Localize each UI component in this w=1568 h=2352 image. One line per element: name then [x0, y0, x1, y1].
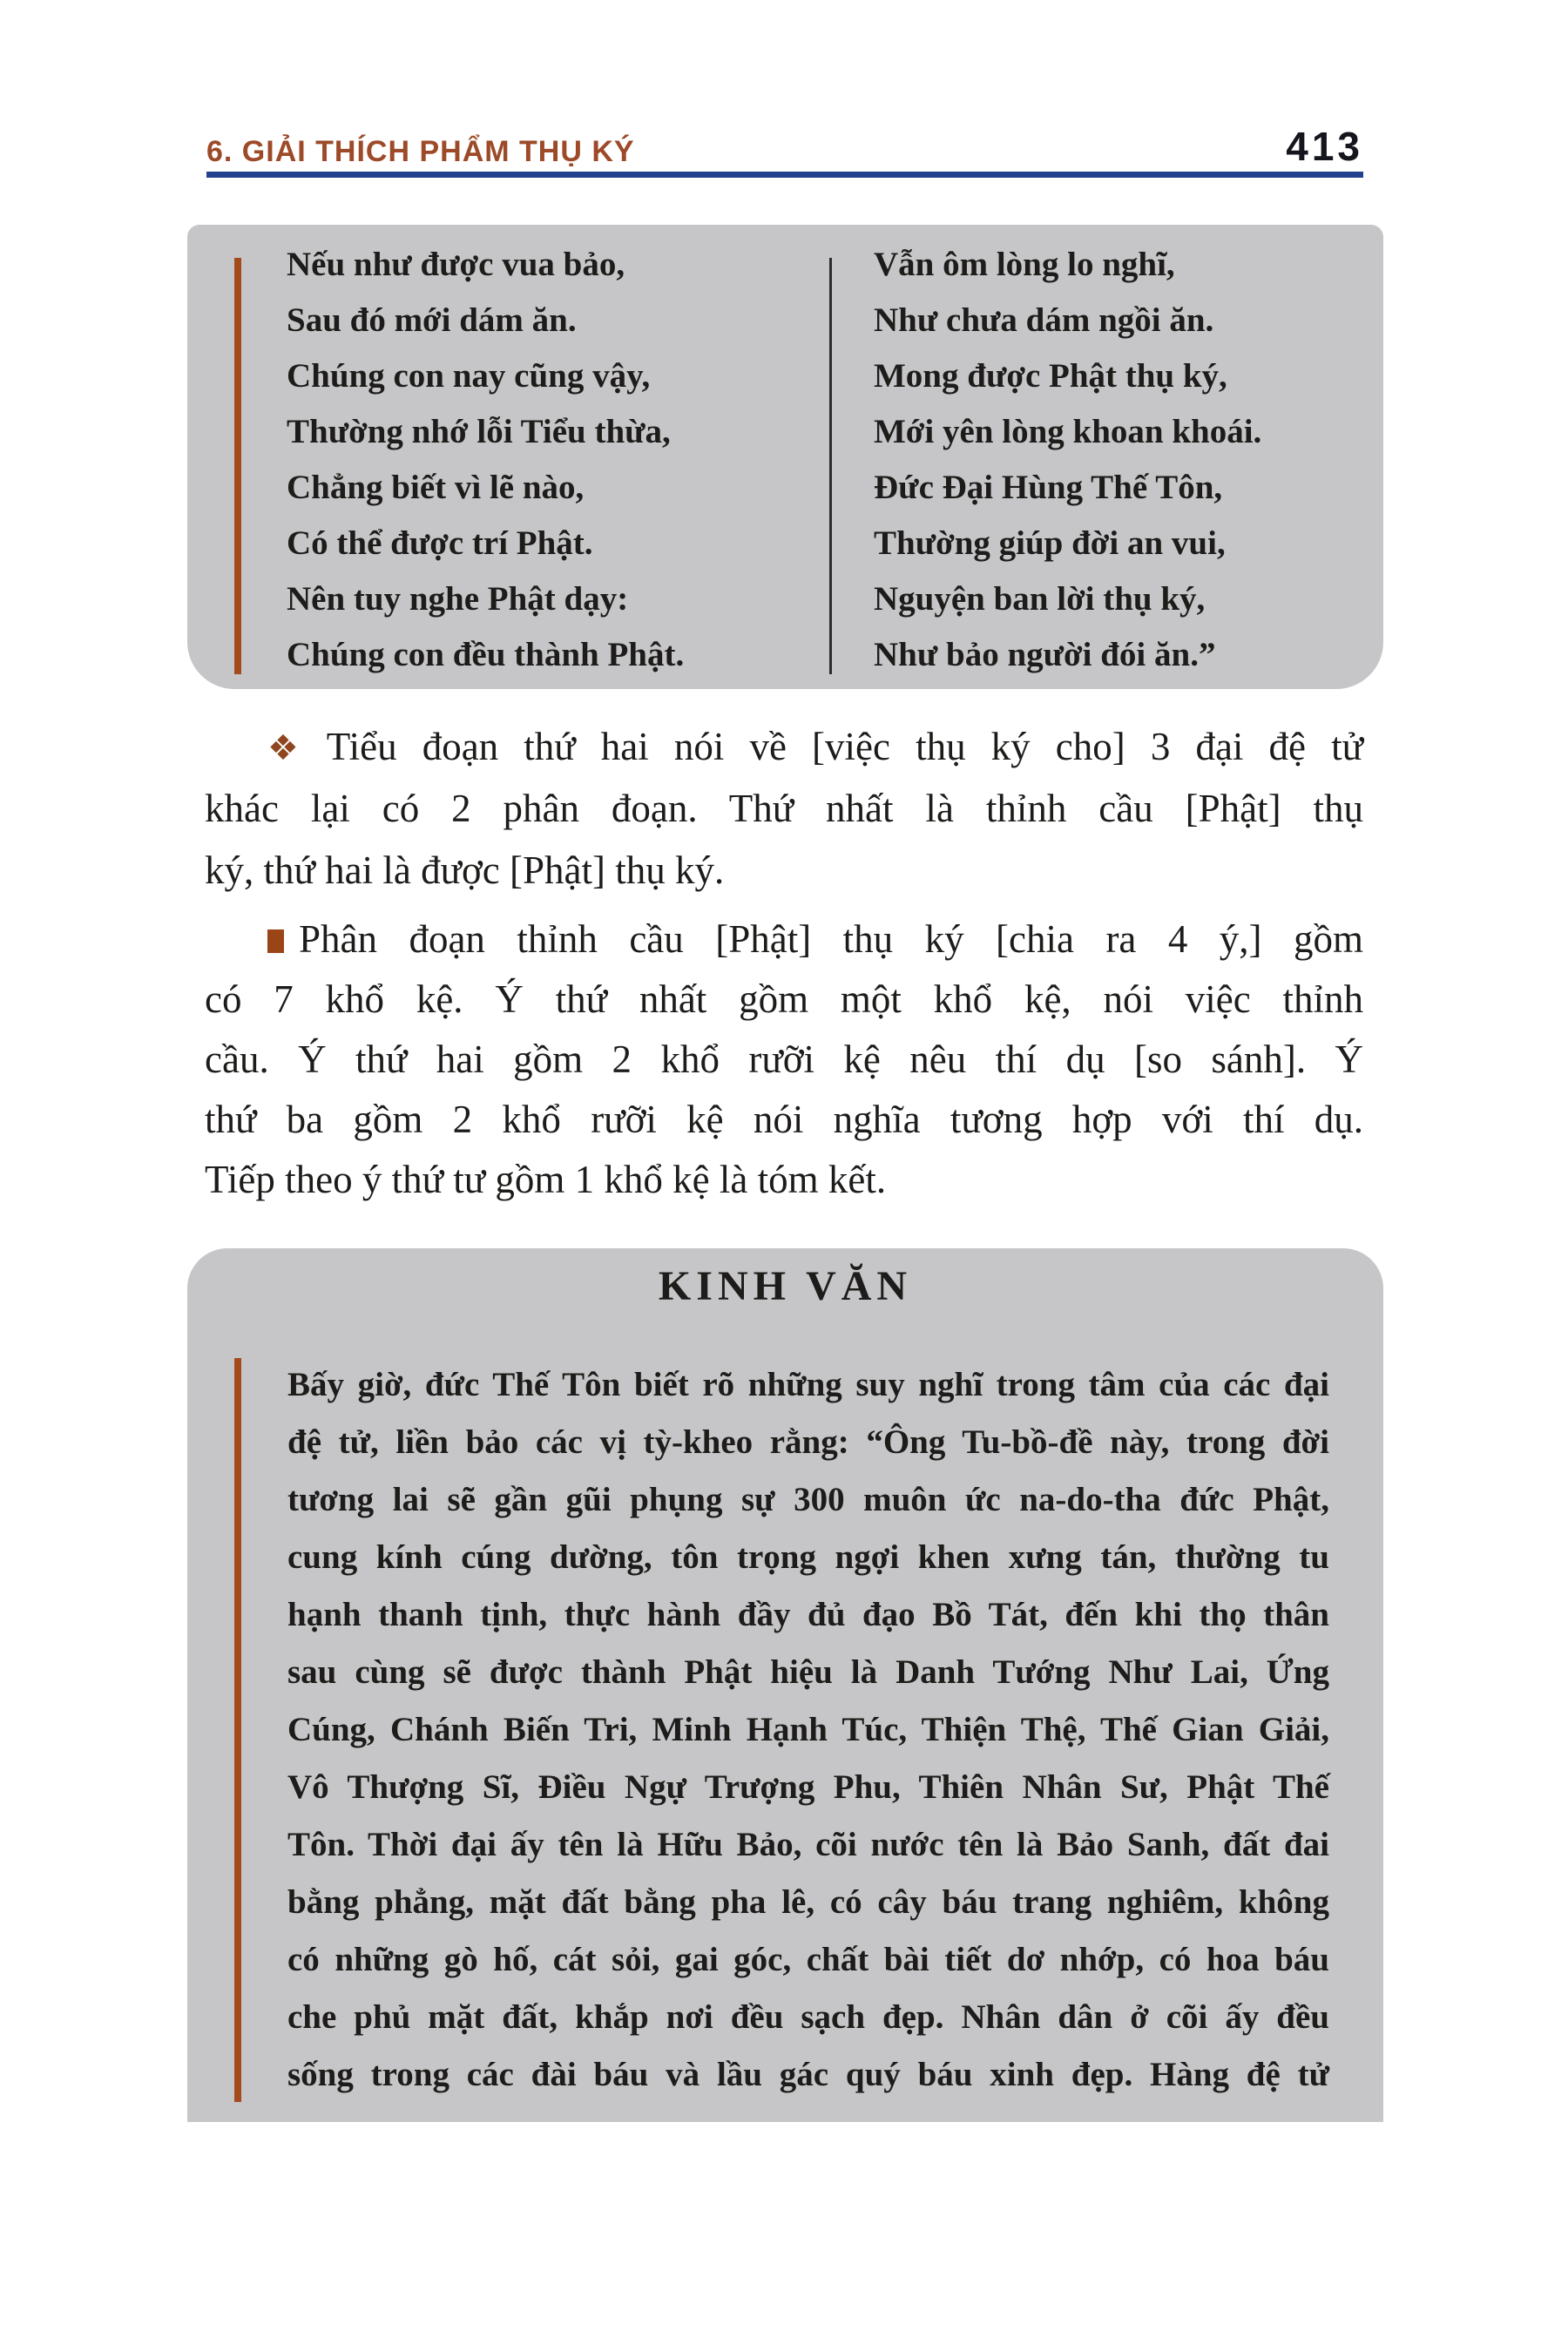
- kinh-van-box: [187, 1248, 1383, 2122]
- paragraph-line: [205, 716, 1363, 778]
- sutra-line: đệ tử, liền bảo các vị tỳ-kheo rằng: “Ông Tu-bồ-đề này, trong đời: [287, 1423, 1329, 1461]
- header-rule: [206, 172, 1363, 178]
- sutra-line: hạnh thanh tịnh, thực hành đầy đủ đạo Bồ Tát, đến khi thọ thân: [287, 1596, 1329, 1633]
- kinh-van-body: [287, 1356, 1329, 2104]
- verse-line: Sau đó mới dám ăn.: [287, 301, 577, 339]
- sutra-line: sau cùng sẽ được thành Phật hiệu là Danh Tướng Như Lai, Ứng: [287, 1653, 1329, 1691]
- verse-line: Nếu như được vua bảo,: [287, 246, 625, 283]
- square-bullet-icon: [267, 929, 284, 953]
- sutra-line: Tôn. Thời đại ấy tên là Hữu Bảo, cõi nước tên là Bảo Sanh, đất đai: [287, 1826, 1329, 1863]
- paragraph-line: thứ ba gồm 2 khổ rưỡi kệ nói nghĩa tương hợp với thí dụ.: [205, 1098, 1363, 1141]
- sutra-line: bằng phẳng, mặt đất bằng pha lê, có cây báu trang nghiêm, không: [287, 1883, 1329, 1921]
- paragraph-line: Tiếp theo ý thứ tư gồm 1 khổ kệ là tóm kết.: [205, 1158, 887, 1201]
- sutra-line: Bấy giờ, đức Thế Tôn biết rõ những suy nghĩ trong tâm của các đại: [287, 1366, 1329, 1403]
- paragraph-text: Phân đoạn thỉnh cầu [Phật] thụ ký [chia ra 4 ý,] gồm: [299, 917, 1363, 961]
- verse-line: Chúng con đều thành Phật.: [287, 636, 685, 673]
- commentary-paragraph-2: [205, 909, 1363, 1210]
- sutra-line: có những gò hố, cát sỏi, gai góc, chất bài tiết dơ nhớp, có hoa báu: [287, 1941, 1329, 1978]
- verse-line: Có thể được trí Phật.: [287, 524, 593, 562]
- verse-column-divider: [829, 258, 832, 674]
- sutra-line: sống trong các đài báu và lầu gác quý báu xinh đẹp. Hàng đệ tử: [287, 2056, 1329, 2093]
- sutra-line: Vô Thượng Sĩ, Điều Ngự Trượng Phu, Thiên Nhân Sư, Phật Thế: [287, 1768, 1329, 1806]
- verse-line: Thường giúp đời an vui,: [874, 524, 1226, 562]
- paragraph-line: có 7 khổ kệ. Ý thứ nhất gồm một khổ kệ, nói việc thỉnh: [205, 977, 1363, 1021]
- verse-accent-bar: [234, 258, 241, 674]
- sutra-line: tương lai sẽ gần gũi phụng sự 300 muôn ức na-do-tha đức Phật,: [287, 1481, 1329, 1518]
- paragraph-line: khác lại có 2 phân đoạn. Thứ nhất là thỉnh cầu [Phật] thụ: [205, 787, 1363, 830]
- commentary-paragraph-1: [205, 716, 1363, 902]
- sutra-line: cung kính cúng dường, tôn trọng ngợi khen xưng tán, thường tu: [287, 1538, 1329, 1576]
- verse-line: Nguyện ban lời thụ ký,: [874, 580, 1206, 618]
- sutra-line: che phủ mặt đất, khắp nơi đều sạch đẹp. Nhân dân ở cõi ấy đều: [287, 1998, 1329, 2036]
- paragraph-line: cầu. Ý thứ hai gồm 2 khổ rưỡi kệ nêu thí dụ [so sánh]. Ý: [205, 1037, 1363, 1081]
- kinh-van-heading: KINH VĂN: [658, 1263, 913, 1309]
- verse-line: Như chưa dám ngồi ăn.: [874, 301, 1214, 339]
- verse-line: Đức Đại Hùng Thế Tôn,: [874, 469, 1223, 506]
- kinh-van-accent-bar: [234, 1358, 241, 2102]
- paragraph-text: Tiểu đoạn thứ hai nói về [việc thụ ký cho] 3 đại đệ tử: [326, 725, 1364, 768]
- verse-line: Như bảo người đói ăn.”: [874, 636, 1216, 673]
- verse-line: Chẳng biết vì lẽ nào,: [287, 469, 585, 506]
- verse-line: Mong được Phật thụ ký,: [874, 357, 1227, 395]
- verse-line: Chúng con nay cũng vậy,: [287, 357, 651, 395]
- verse-column-left: [287, 237, 809, 683]
- page-number: 413: [1286, 124, 1363, 169]
- verse-line: Nên tuy nghe Phật dạy:: [287, 580, 629, 618]
- verse-line: Vẫn ôm lòng lo nghĩ,: [874, 246, 1175, 283]
- verse-line: Thường nhớ lỗi Tiểu thừa,: [287, 413, 671, 450]
- paragraph-line: ký, thứ hai là được [Phật] thụ ký.: [205, 848, 725, 892]
- verse-box: [187, 225, 1383, 689]
- chapter-title: 6. GIẢI THÍCH PHẨM THỤ KÝ: [206, 135, 635, 168]
- sutra-line: Cúng, Chánh Biến Tri, Minh Hạnh Túc, Thiện Thệ, Thế Gian Giải,: [287, 1711, 1329, 1748]
- verse-line: Mới yên lòng khoan khoái.: [874, 413, 1262, 450]
- diamond-bullet-icon: ❖: [267, 728, 314, 768]
- paragraph-line: [205, 909, 1363, 970]
- verse-column-right: [874, 237, 1375, 683]
